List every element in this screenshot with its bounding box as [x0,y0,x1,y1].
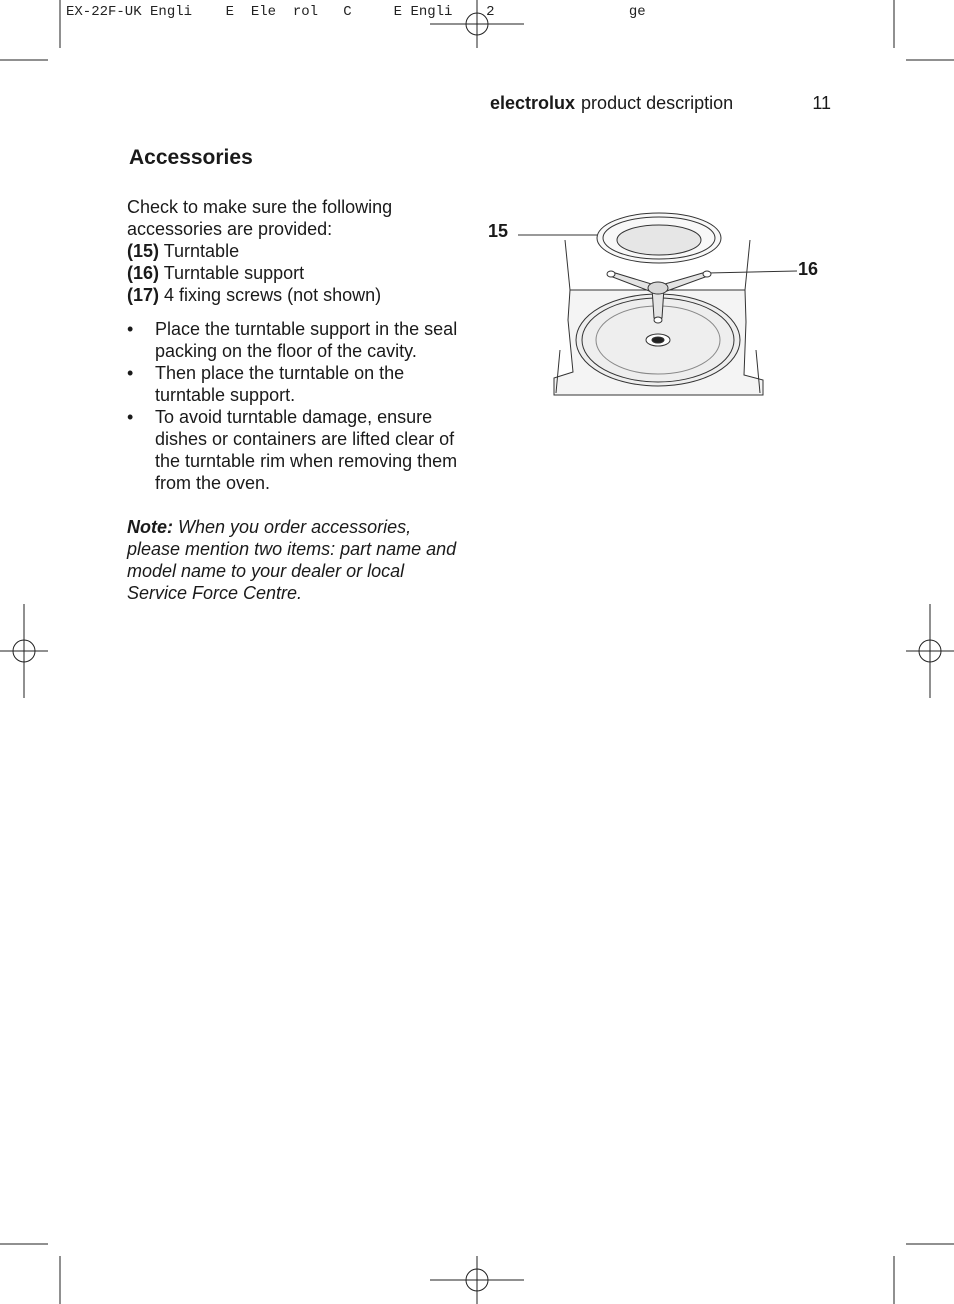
turntable-plate [597,213,721,263]
turntable-diagram [480,200,840,410]
registration-mark-right [906,604,954,698]
registration-mark-bottom [430,1256,524,1304]
instruction-text: To avoid turntable damage, ensure dishes or containers are lifted clear of the turntable rim when removing them from the oven. [155,407,458,493]
note-paragraph [127,516,467,604]
bullet-icon: • [127,363,134,383]
accessory-item [127,262,467,284]
registration-mark-left [0,604,48,698]
print-slug: EX-22F-UK Engli E Ele rol C E Engli 2 ge [66,4,646,20]
accessory-number: (15) [127,241,160,261]
bullet-icon: • [127,407,134,427]
accessory-item [127,240,467,262]
registration-mark-top [430,0,524,48]
body-column [127,196,467,604]
section-name: product description [581,93,734,113]
page-title: Accessories [129,146,253,169]
brand-name: electrolux [490,93,576,113]
callout-line-16 [708,271,797,273]
instruction-item [127,362,467,406]
instruction-text: Place the turntable support in the seal packing on the floor of the cavity. [155,319,458,361]
instruction-item [127,318,467,362]
accessory-label: Turntable [163,241,240,261]
accessory-number: (17) [127,285,160,305]
note-label: Note: [127,517,173,537]
instruction-list [127,318,467,494]
page-number: 11 [812,93,831,113]
accessory-label: Turntable support [163,263,305,283]
running-header [490,93,831,114]
callout-16: 16 [798,259,819,279]
accessory-label: 4 fixing screws (not shown) [164,285,382,305]
accessory-number: (16) [127,263,160,283]
note-text: When you order accessories, please mention two items: part name and model name to your dealer or local Service Force Centre. [127,517,457,603]
accessory-item [127,284,467,306]
instruction-item [127,406,467,494]
instruction-text: Then place the turntable on the turntable support. [155,363,405,405]
callout-15: 15 [488,221,509,241]
bullet-icon: • [127,319,134,339]
intro-text: Check to make sure the following accessories are provided: [127,197,393,239]
turntable-illustration [480,200,840,410]
header-title [490,93,733,114]
